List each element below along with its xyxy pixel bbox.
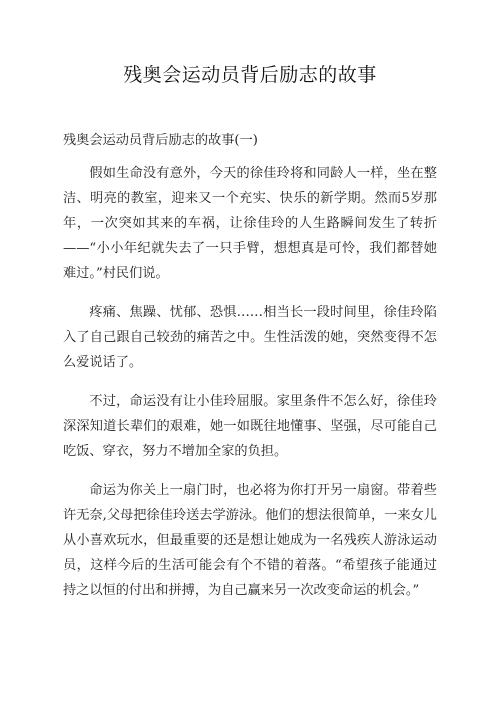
document-body bbox=[63, 128, 437, 617]
paragraph-1: 假如生命没有意外，今天的徐佳玲将和同龄人一样，坐在整洁、明亮的教室，迎来又一个充实、快乐的新学期。然而5岁那年，一次突如其来的车祸，让徐佳玲的人生路瞬间发生了转折——“小小年纪就失去了一只手臂，想想真是可怜，我们都替她难过。”村民们说。 bbox=[63, 166, 437, 281]
paragraph-2: 疼痛、焦躁、忧郁、恐惧……相当长一段时间里，徐佳玲陷入了自己跟自己较劲的痛苦之中。生性活泼的她，突然变得不怎么爱说话了。 bbox=[63, 305, 437, 370]
paragraph-3: 不过，命运没有让小佳玲屈服。家里条件不怎么好，徐佳玲深深知道长辈们的艰难，她一如既往地懂事、坚强，尽可能自己吃饭、穿衣，努力不增加全家的负担。 bbox=[63, 394, 437, 459]
paragraph-4: 命运为你关上一扇门时，也必将为你打开另一扇窗。带着些许无奈,父母把徐佳玲送去学游泳。他们的想法很简单，一来女儿从小喜欢玩水，但最重要的还是想让她成为一名残疾人游泳运动员，这样今后的生活可能会有个不错的着落。“希望孩子能通过持之以恒的付出和拼搏，为自己赢来另一次改变命运的机会。” bbox=[63, 483, 437, 598]
document-title: 残奥会运动员背后励志的故事 bbox=[123, 64, 377, 86]
section-heading: 残奥会运动员背后励志的故事(一) bbox=[63, 133, 258, 148]
